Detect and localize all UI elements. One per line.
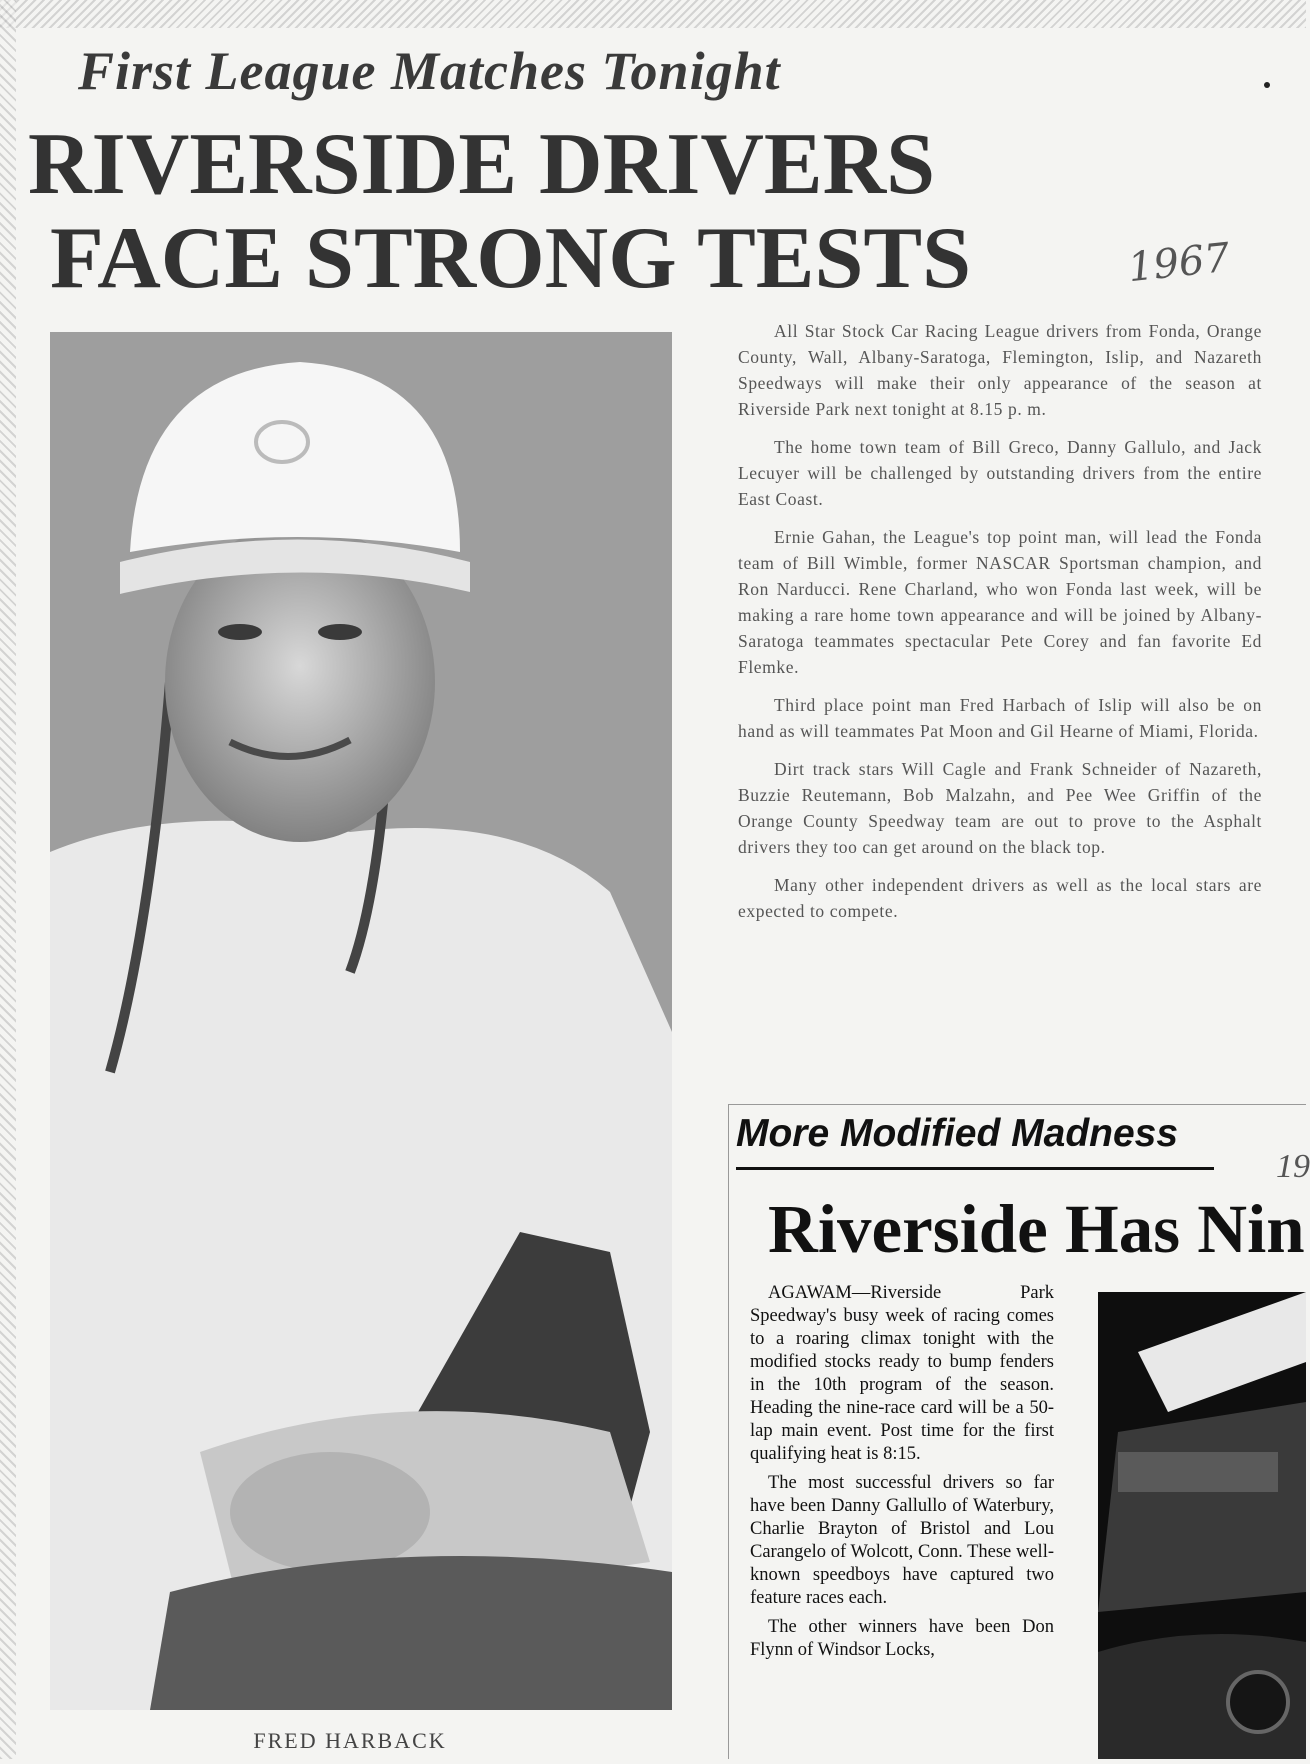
second-article-body [750,1282,1054,1668]
second-clipping-left-edge [728,1104,729,1759]
article-body [738,318,1262,936]
main-headline-line2: FACE STRONG TESTS [50,210,972,307]
driver-photo [50,332,672,1710]
kicker-headline: First League Matches Tonight [78,41,781,101]
article-paragraph: The home town team of Bill Greco, Danny Gallulo, and Jack Lecuyer will be challenged by outstanding drivers from the entire East Coast. [738,437,1262,509]
race-car-illustration [1098,1292,1306,1759]
article-paragraph: Many other independent drivers as well as the local stars are expected to compete. [738,875,1262,921]
article-paragraph: Ernie Gahan, the League's top point man, will lead the Fonda team of Bill Wimble, former NASCAR Sportsman champion, and Ron Narducci. Rene Charland, who won Fonda last week, will be making a rare home town appearance and will be joined by Albany-Saratoga teammates spectacular Pete Corey and fan favorite Ed Flemke. [738,527,1262,677]
photo-caption: FRED HARBACK [253,1728,447,1753]
kicker-underline [736,1167,1214,1170]
second-headline: Riverside Has Nin [768,1191,1305,1267]
article-paragraph: The most successful drivers so far have been Danny Gallullo of Waterbury, Charlie Brayton of Bristol and Lou Carangelo of Wolcott, Conn. These well-known speedboys have captured two feature races each. [750,1473,1054,1608]
ink-dot [1264,82,1270,88]
race-car-photo [1098,1292,1306,1759]
article-paragraph: Dirt track stars Will Cagle and Frank Schneider of Nazareth, Buzzie Reutemann, Bob Malzahn, and Pee Wee Griffin of the Orange County Speedway team are out to prove to the Asphalt drivers they too can get around on the black top. [738,759,1262,857]
article-paragraph: All Star Stock Car Racing League drivers from Fonda, Orange County, Wall, Albany-Saratoga, Flemington, Islip, and Nazareth Speedways will make their only appearance of the season at Riverside Park next tonight at 8.15 p. m. [738,321,1262,419]
second-clipping-top-edge [728,1104,1306,1105]
article-paragraph: The other winners have been Don Flynn of Windsor Locks, [750,1617,1054,1660]
article-paragraph: AGAWAM—Riverside Park Speedway's busy week of racing comes to a roaring climax tonight with the modified stocks ready to bump fenders in the 10th program of the season. Heading the nine-race card will be a 50-lap main event. Post time for the first qualifying heat is 8:15. [750,1283,1054,1464]
main-headline [28,118,971,306]
main-headline-line1: RIVERSIDE DRIVERS [28,116,936,213]
clipping-edge-top [0,0,1306,28]
clipping-edge-left [0,0,16,1759]
second-kicker: More Modified Madness [736,1112,1179,1155]
article-paragraph: Third place point man Fred Harbach of Islip will also be on hand as will teammates Pat Moon and Gil Hearne of Miami, Florida. [738,695,1262,741]
handwritten-year: 1967 [1125,234,1232,292]
driver-portrait-illustration [50,332,672,1710]
handwritten-year-partial: 19 [1276,1148,1310,1185]
